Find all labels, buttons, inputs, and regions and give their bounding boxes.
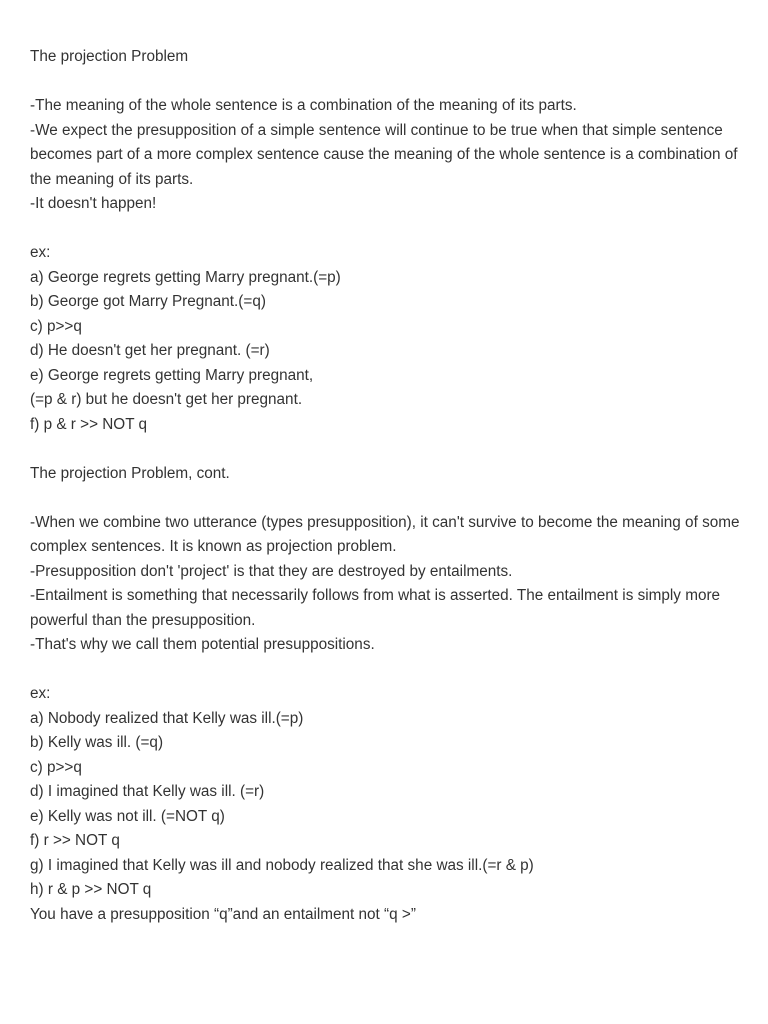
example-item: (=p & r) but he doesn't get her pregnant. (30, 391, 303, 408)
spacer (30, 217, 745, 242)
example-item: d) He doesn't get her pregnant. (=r) (30, 342, 270, 359)
example-item: g) I imagined that Kelly was ill and nobody realized that she was ill.(=r & p) (30, 856, 534, 874)
example-item: b) Kelly was ill. (=q) (30, 734, 164, 751)
example-item: f) p & r >> NOT q (30, 415, 148, 433)
example-label: ex: (30, 685, 51, 702)
example-item: a) George regrets getting Marry pregnant.(=p) (30, 268, 341, 286)
point-text: -Entailment is something that necessarily follows from what is asserted. The entailment is simply more powerful than the presupposition. (30, 587, 721, 629)
point-text: -The meaning of the whole sentence is a combination of the meaning of its parts. (30, 97, 577, 114)
spacer (30, 486, 745, 511)
example-item: e) Kelly was not ill. (=NOT q) (30, 807, 225, 825)
section-title: The projection Problem, cont. (30, 464, 230, 482)
example-item: c) p>>q (30, 317, 82, 335)
example-item: e) George regrets getting Marry pregnant, (30, 366, 314, 384)
spacer (30, 70, 745, 95)
spacer (30, 658, 745, 683)
example-item: h) r & p >> NOT q (30, 881, 152, 898)
note-document (30, 45, 745, 927)
example-label: ex: (30, 244, 51, 261)
example-item: b) George got Marry Pregnant.(=q) (30, 293, 266, 310)
spacer (30, 437, 745, 462)
closing-text: You have a presupposition “q”and an entailment not “q >” (30, 905, 416, 923)
section-title: The projection Problem (30, 48, 189, 65)
point-text: -Presupposition don't 'project' is that they are destroyed by entailments. (30, 562, 513, 580)
example-item: d) I imagined that Kelly was ill. (=r) (30, 783, 265, 800)
point-text: -When we combine two utterance (types presupposition), it can't survive to become the meaning of some complex sentences. It is known as projection problem. (30, 513, 740, 555)
example-item: f) r >> NOT q (30, 832, 120, 849)
point-text: -It doesn't happen! (30, 195, 157, 212)
point-text: -We expect the presupposition of a simple sentence will continue to be true when that simple sentence becomes part of a more complex sentence cause the meaning of the whole sentence is a combination of the meaning of its parts. (30, 121, 738, 188)
point-text: -That's why we call them potential presuppositions. (30, 636, 375, 653)
example-item: a) Nobody realized that Kelly was ill.(=p) (30, 709, 304, 727)
example-item: c) p>>q (30, 758, 82, 776)
